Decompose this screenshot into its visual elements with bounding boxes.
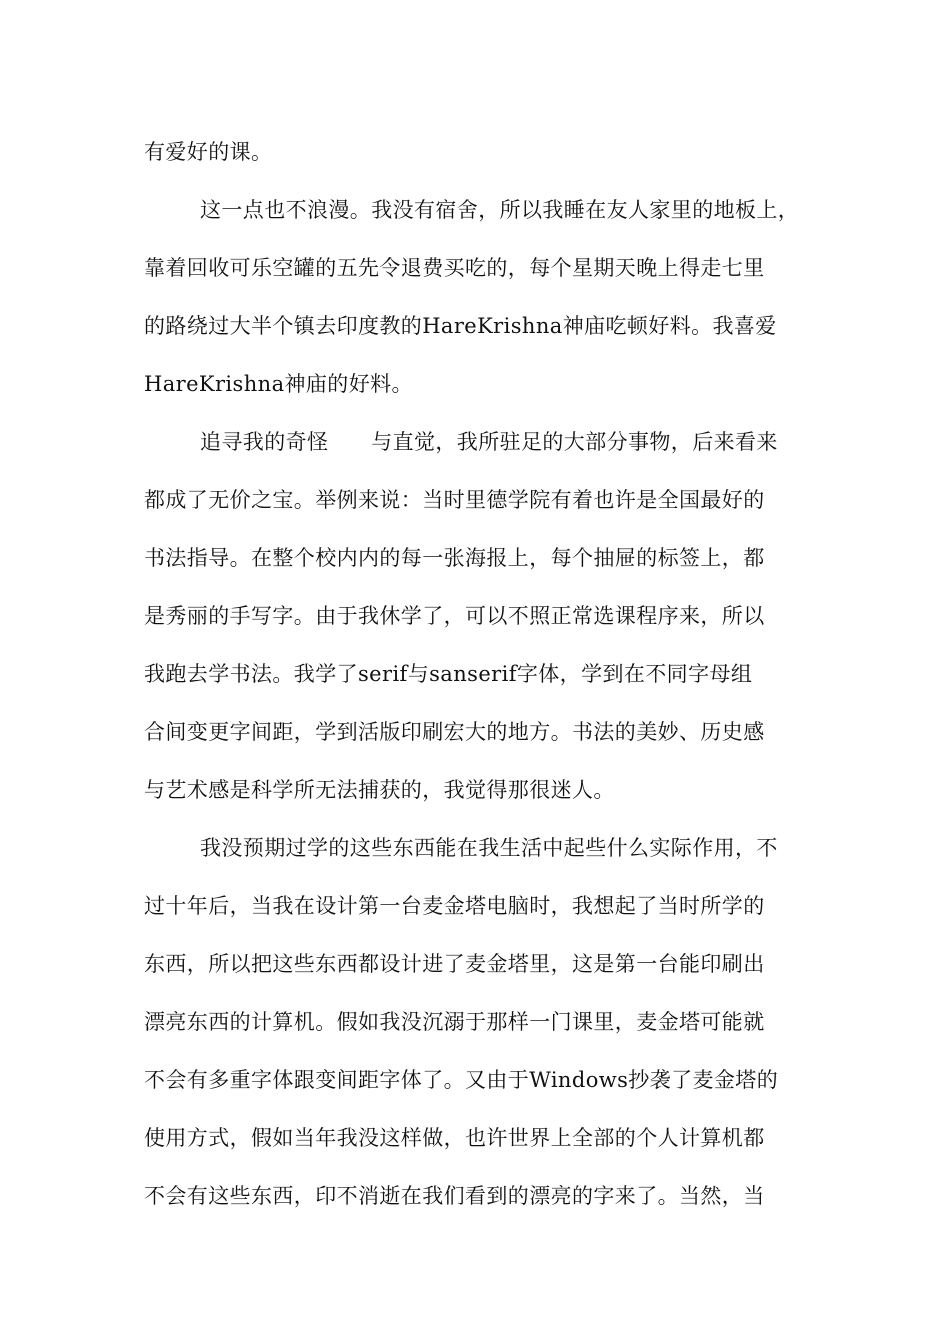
- text-line: 是秀丽的手写字。由于我休学了，可以不照正常选课程序来，所以: [144, 604, 765, 628]
- text-line: 我没预期过学的这些东西能在我生活中起些什么实际作用，不: [200, 836, 778, 860]
- text-line: 过十年后，当我在设计第一台麦金塔电脑时，我想起了当时所学的: [144, 894, 765, 918]
- text-line: 使用方式，假如当年我没这样做，也许世界上全部的个人计算机都: [144, 1126, 765, 1150]
- text-line: 书法指导。在整个校内内的每一张海报上，每个抽屉的标签上，都: [144, 546, 765, 570]
- text-line: 不会有这些东西，印不消逝在我们看到的漂亮的字来了。当然，当: [144, 1184, 765, 1208]
- text-line: 不会有多重字体跟变间距字体了。又由于Windows抄袭了麦金塔的: [144, 1068, 779, 1092]
- text-line: 这一点也不浪漫。我没有宿舍，所以我睡在友人家里的地板上，: [200, 198, 800, 222]
- text-line: 都成了无价之宝。举例来说：当时里德学院有着也许是全国最好的: [144, 488, 765, 512]
- text-line: 追寻我的奇怪 与直觉，我所驻足的大部分事物，后来看来: [200, 430, 778, 454]
- text-line: 我跑去学书法。我学了serif与sanserif字体，学到在不同字母组: [144, 662, 753, 686]
- text-line: 有爱好的课。: [144, 140, 273, 164]
- text-line: 与艺术感是科学所无法捕获的，我觉得那很迷人。: [144, 778, 615, 802]
- text-line: 东西，所以把这些东西都设计进了麦金塔里，这是第一台能印刷出: [144, 952, 765, 976]
- text-line: 合间变更字间距，学到活版印刷宏大的地方。书法的美妙、历史感: [144, 720, 765, 744]
- text-line: 漂亮东西的计算机。假如我没沉溺于那样一门课里，麦金塔可能就: [144, 1010, 765, 1034]
- text-line: 靠着回收可乐空罐的五先令退费买吃的，每个星期天晚上得走七里: [144, 256, 765, 280]
- text-line: 的路绕过大半个镇去印度教的HareKrishna神庙吃顿好料。我喜爱: [144, 314, 777, 338]
- text-line: HareKrishna神庙的好料。: [144, 372, 413, 396]
